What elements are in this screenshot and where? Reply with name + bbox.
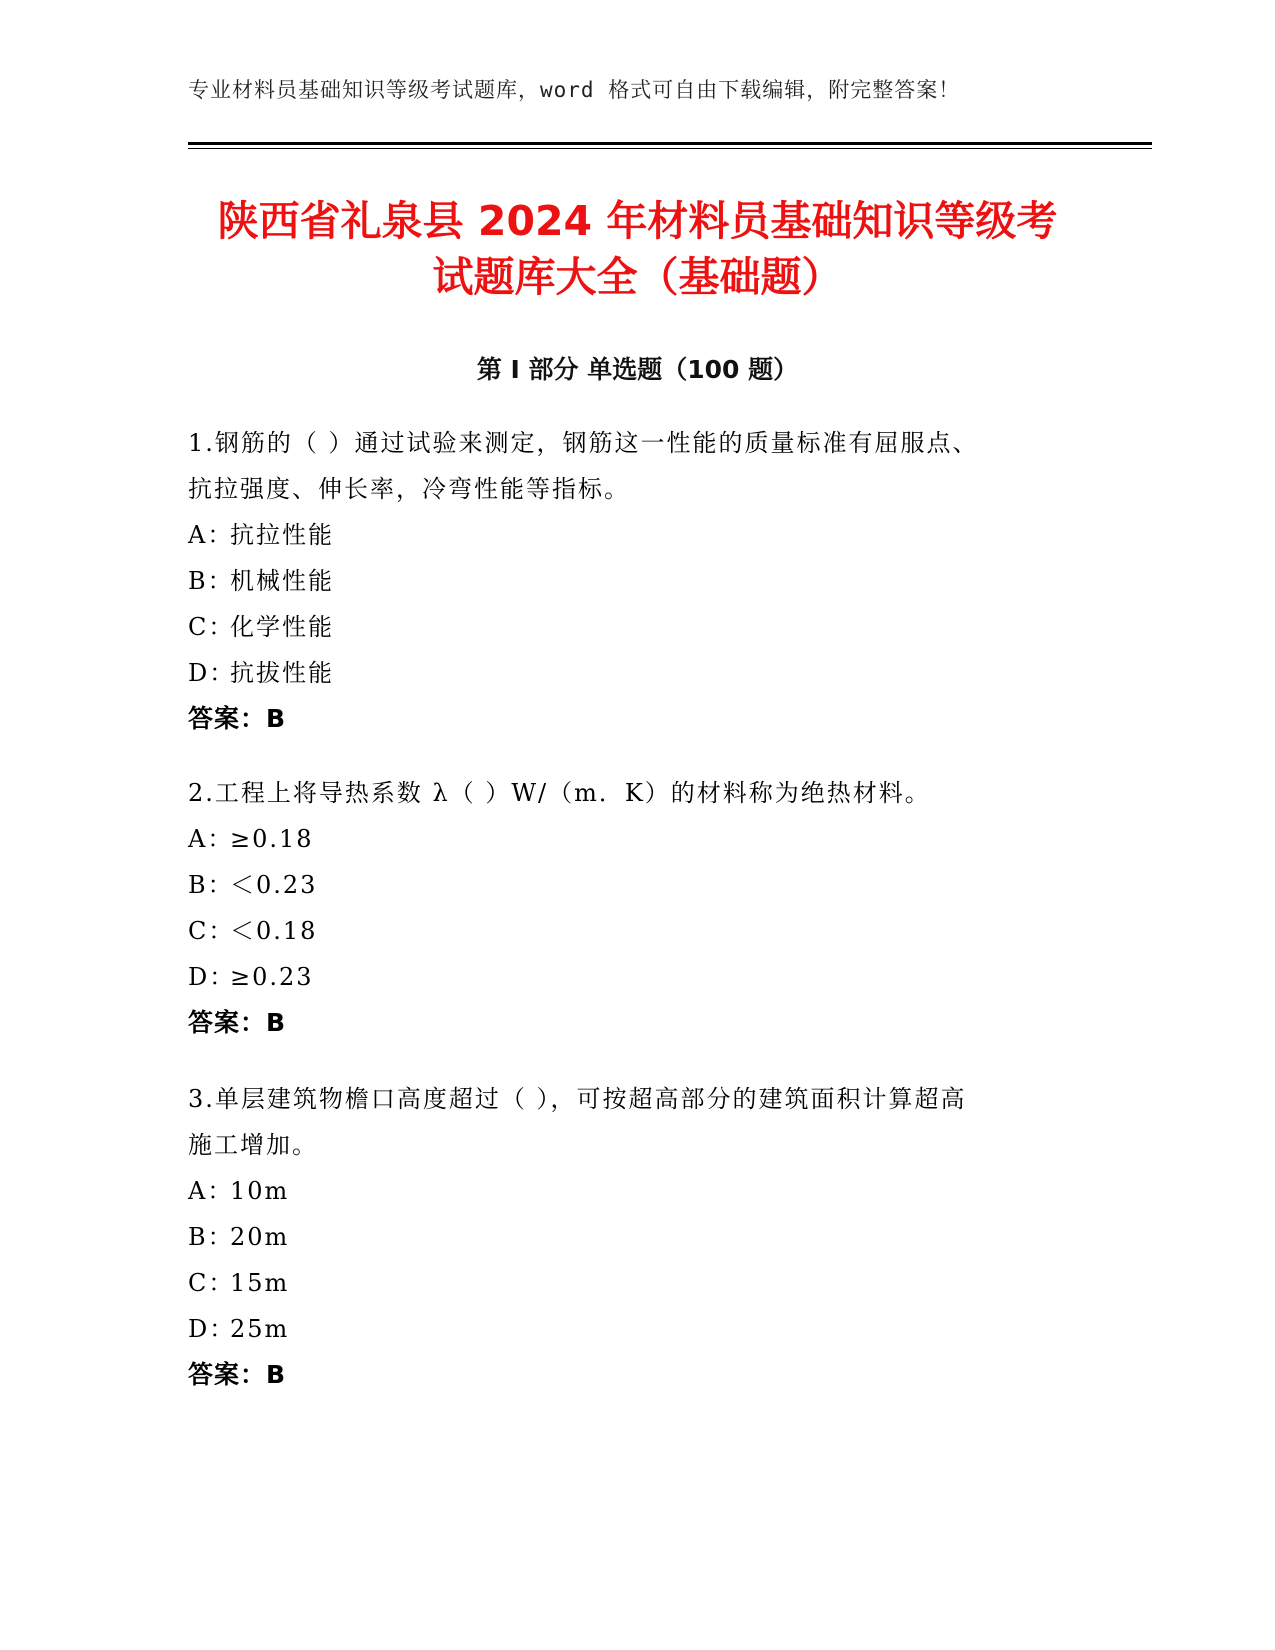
- question-stem-continued: 抗拉强度、伸长率，冷弯性能等指标。: [188, 475, 630, 503]
- option-key: A：: [188, 521, 234, 549]
- option-key: C：: [188, 613, 235, 641]
- option-b: [188, 558, 1088, 604]
- option-key: C：: [188, 917, 235, 945]
- answer: 答案：B: [188, 1360, 287, 1389]
- option-c: [188, 604, 1088, 650]
- option-text: 25m: [230, 1315, 290, 1343]
- option-key: C：: [188, 1269, 235, 1297]
- option-key: D：: [188, 1315, 236, 1343]
- option-text: ≥0.23: [230, 963, 314, 991]
- option-b: [188, 862, 1088, 908]
- document-title-line2: 试题库大全（基础题）: [432, 253, 843, 301]
- option-key: B：: [188, 871, 234, 899]
- question-1: [188, 420, 1088, 742]
- option-text: 化学性能: [230, 613, 334, 641]
- option-key: B：: [188, 1223, 234, 1251]
- answer: 答案：B: [188, 704, 287, 733]
- header-divider-thick: [188, 142, 1152, 145]
- question-stem: 1.钢筋的（ ）通过试验来测定，钢筋这一性能的质量标准有屈服点、: [188, 429, 979, 457]
- option-a: [188, 512, 1088, 558]
- option-text: 抗拔性能: [230, 659, 334, 687]
- section-title: 第 I 部分 单选题（100 题）: [476, 355, 799, 384]
- option-d: [188, 650, 1088, 696]
- option-d: [188, 954, 1088, 1000]
- option-text: 20m: [230, 1223, 290, 1251]
- question-stem: 2.工程上将导热系数 λ（ ）W/（m．K）的材料称为绝热材料。: [188, 779, 931, 807]
- answer: 答案：B: [188, 1008, 287, 1037]
- option-c: [188, 908, 1088, 954]
- option-text: ＜0.23: [230, 871, 318, 899]
- option-key: B：: [188, 567, 234, 595]
- option-c: [188, 1260, 1088, 1306]
- question-stem-continued: 施工增加。: [188, 1131, 318, 1159]
- option-text: 抗拉性能: [230, 521, 334, 549]
- option-key: A：: [188, 1177, 234, 1205]
- document-title-line1: 陕西省礼泉县 2024 年材料员基础知识等级考: [217, 197, 1058, 245]
- option-key: A：: [188, 825, 234, 853]
- option-text: 10m: [230, 1177, 290, 1205]
- option-b: [188, 1214, 1088, 1260]
- question-stem: 3.单层建筑物檐口高度超过（ ），可按超高部分的建筑面积计算超高: [188, 1085, 967, 1113]
- option-key: D：: [188, 659, 236, 687]
- question-3: [188, 1076, 1088, 1398]
- option-text: ＜0.18: [230, 917, 318, 945]
- header-divider-thin: [188, 148, 1152, 149]
- option-d: [188, 1306, 1088, 1352]
- option-key: D：: [188, 963, 236, 991]
- option-a: [188, 1168, 1088, 1214]
- option-text: 机械性能: [230, 567, 334, 595]
- option-text: 15m: [230, 1269, 290, 1297]
- option-text: ≥0.18: [230, 825, 314, 853]
- option-a: [188, 816, 1088, 862]
- document-title: [150, 193, 1125, 305]
- header-note: 专业材料员基础知识等级考试题库，word 格式可自由下载编辑，附完整答案！: [188, 78, 961, 102]
- question-2: [188, 770, 1088, 1046]
